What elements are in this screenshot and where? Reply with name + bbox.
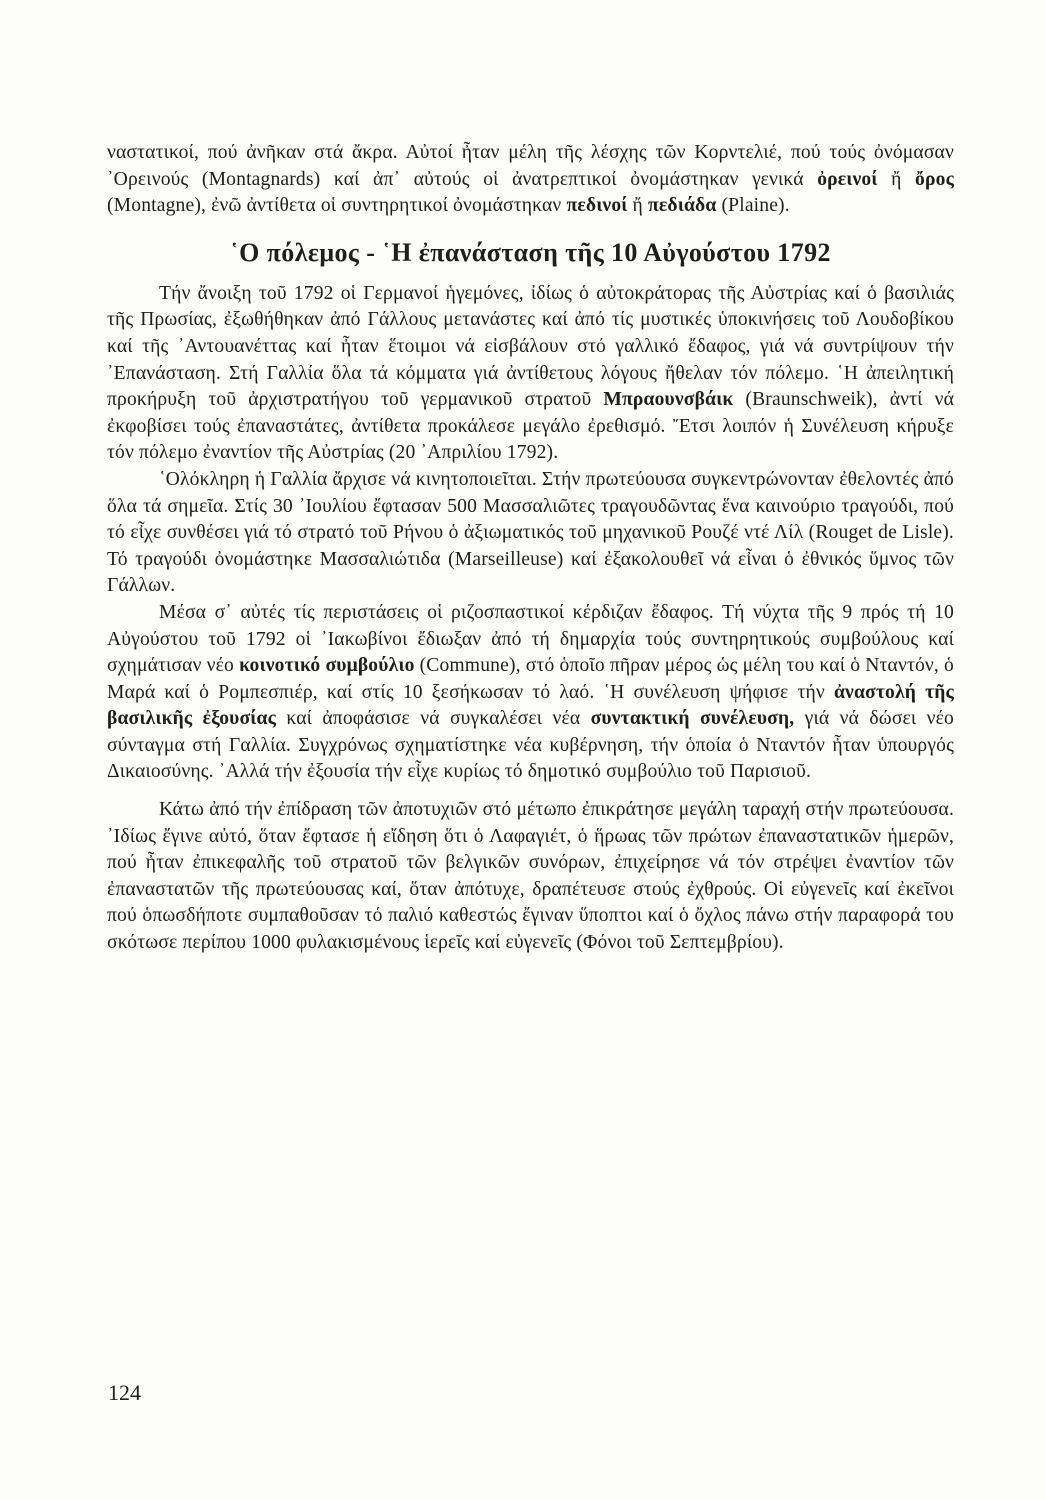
page-body [107, 140, 954, 957]
term-pedinoi: πεδινοί [566, 195, 628, 217]
term-assembly: συντακτική συνέλευση, [590, 708, 795, 730]
paragraph-war: Τήν ἄνοιξη τοῦ 1792 οἱ Γερμανοί ἡγεμόνες, ἰδίως ὁ αὐτοκράτορας τῆς Αὐστρίας καί ὁ βασιλιάς τῆς Πρωσίας, ἐξωθήθηκαν ἀπό Γάλλους μετανάστες καί ἀπό τίς μυστικές ὑποκινήσεις τοῦ Λουδοβίκου καί τῆς ᾿Αντουανέττας καί ἦταν ἕτοιμοι νά εἰσβάλουν στό γαλλικό ἔδαφος, γιά νά συντρίψουν τήν ᾿Επανάσταση. Στή Γαλλία ὅλα τά κόμματα γιά ἀντίθετους λόγους ἤθελαν τόν πόλεμο. ῾Η ἀπειλητική προκήρυξη τοῦ ἀρχιστρατήγου τοῦ γερμανικοῦ στρατοῦ Μπραουνσβάικ (Braunschweik), ἀντί νά ἐκφοβίσει τούς ἐπαναστάτες, ἀντίθετα προκάλεσε μεγάλο ἐρεθισμό. Ἔτσι λοιπόν ἡ Συνέλευση κήρυξε τόν πόλεμο ἐναντίον τῆς Αὐστρίας (20 ᾿Απριλίου 1792). [107, 282, 954, 464]
term-pediada: πεδιάδα [648, 195, 717, 217]
term-commune: κοινοτικό συμβούλιο [239, 655, 415, 677]
term-oros: ὄρος [915, 168, 954, 190]
paragraph-september: Κάτω ἀπό τήν ἐπίδραση τῶν ἀποτυχιῶν στό μέτωπο ἐπικράτησε μεγάλη ταραχή στήν πρωτεύουσα. ᾿Ιδίως ἔγινε αὐτό, ὅταν ἔφτασε ἡ εἴδηση ὅτι ὁ Λαφαγιέτ, ὁ ἥρωας τῶν πρώτων ἐπαναστατικῶν ἡμερῶν, πού ἦταν ἐπικεφαλῆς τοῦ στρατοῦ τῶν βελγικῶν συνόρων, ἐπιχείρησε νά τόν στρέψει ἐναντίον τῶν ἐπαναστατῶν τῆς πρωτεύουσας καί, ὅταν ἀπότυχε, δραπέτευσε στούς ἐχθρούς. Οἱ εὐγενεῖς καί ἐκεῖνοι πού ὁπωσδήποτε συμπαθοῦσαν τό παλιό καθεστώς ἔγιναν ὕποπτοι καί ὁ ὄχλος πάνω στήν παραφορά του σκότωσε περίπου 1000 φυλακισμένους ἱερεῖς καί εὐγενεῖς (Φόνοι τοῦ Σεπτεμβρίου). [107, 799, 954, 954]
section-heading: ῾Ο πόλεμος - ῾Η ἐπανάσταση τῆς 10 Αὐγούστου 1792 [230, 237, 831, 267]
page-number: 124 [108, 1380, 141, 1405]
paragraph-revolution: Μέσα σ᾿ αὐτές τίς περιστάσεις οἱ ριζοσπαστικοί κέρδιζαν ἔδαφος. Τή νύχτα τῆς 9 πρός τή 10 Αὐγούστου τοῦ 1792 οἱ ᾿Ιακωβίνοι ἔδιωξαν ἀπό τή δημαρχία τούς συντηρητικούς συμβούλους καί σχημάτισαν νέο κοινοτικό συμβούλιο (Commune), στό ὁποῖο πῆραν μέρος ὡς μέλη του καί ὁ Νταντόν, ὁ Μαρά καί ὁ Ρομπεσπιέρ, καί στίς 10 ξεσήκωσαν τό λαό. ῾Η συνέλευση ψήφισε τήν ἀναστολή τῆς βασιλικῆς ἐξουσίας καί ἀποφάσισε νά συγκαλέσει νέα συντακτική συνέλευση, γιά νά δώσει νέο σύνταγμα στή Γαλλία. Συγχρόνως σχηματίστηκε νέα κυβέρνηση, τήν ὁποία ὁ Νταντόν ἦταν ὑπουργός Δικαιοσύνης. ᾿Αλλά τήν ἐξουσία τήν εἶχε κυρίως τό δημοτικό συμβούλιο τοῦ Παρισιοῦ. [107, 601, 954, 783]
term-oreinoi: ὀρεινοί [817, 168, 878, 190]
intro-paragraph: ναστατικοί, πού ἀνῆκαν στά ἄκρα. Αὐτοί ἦταν μέλη τῆς λέσχης τῶν Κορντελιέ, πού τούς ὀνόμασαν ᾿Ορεινούς (Montagnards) καί ἀπ᾿ αὐτούς οἱ ἀνατρεπτικοί ὀνομάστηκαν γενικά ὀρεινοί ἤ ὄρος (Montagne), ἐνῶ ἀντίθετα οἱ συντηρητικοί ὀνομάστηκαν πεδινοί ἤ πεδιάδα (Plaine). [107, 142, 954, 217]
term-suspension: ἀναστολή τῆς βασιλικῆς ἐξουσίας [107, 681, 954, 730]
term-braunschweik: Μπραουνσβάικ [603, 389, 734, 411]
paragraph-marseillaise: ῾Ολόκληρη ἡ Γαλλία ἄρχισε νά κινητοποιεῖται. Στήν πρωτεύουσα συγκεντρώνονταν ἐθελοντές ἀπό ὅλα τά σημεῖα. Στίς 30 ᾿Ιουλίου ἔφτασαν 500 Μασσαλιῶτες τραγουδῶντας ἕνα καινούριο τραγούδι, πού τό εἶχε συνθέσει γιά τό στρατό τοῦ Ρήνου ὁ ἀξιωματικός τοῦ μηχανικοῦ Ρουζέ ντέ Λίλ (Rouget de Lisle). Τό τραγούδι ὀνομάστηκε Μασσαλιώτιδα (Marseilleuse) καί ἐξακολουθεῖ νά εἶναι ὁ ἐθνικός ὕμνος τῶν Γάλλων. [107, 468, 954, 597]
